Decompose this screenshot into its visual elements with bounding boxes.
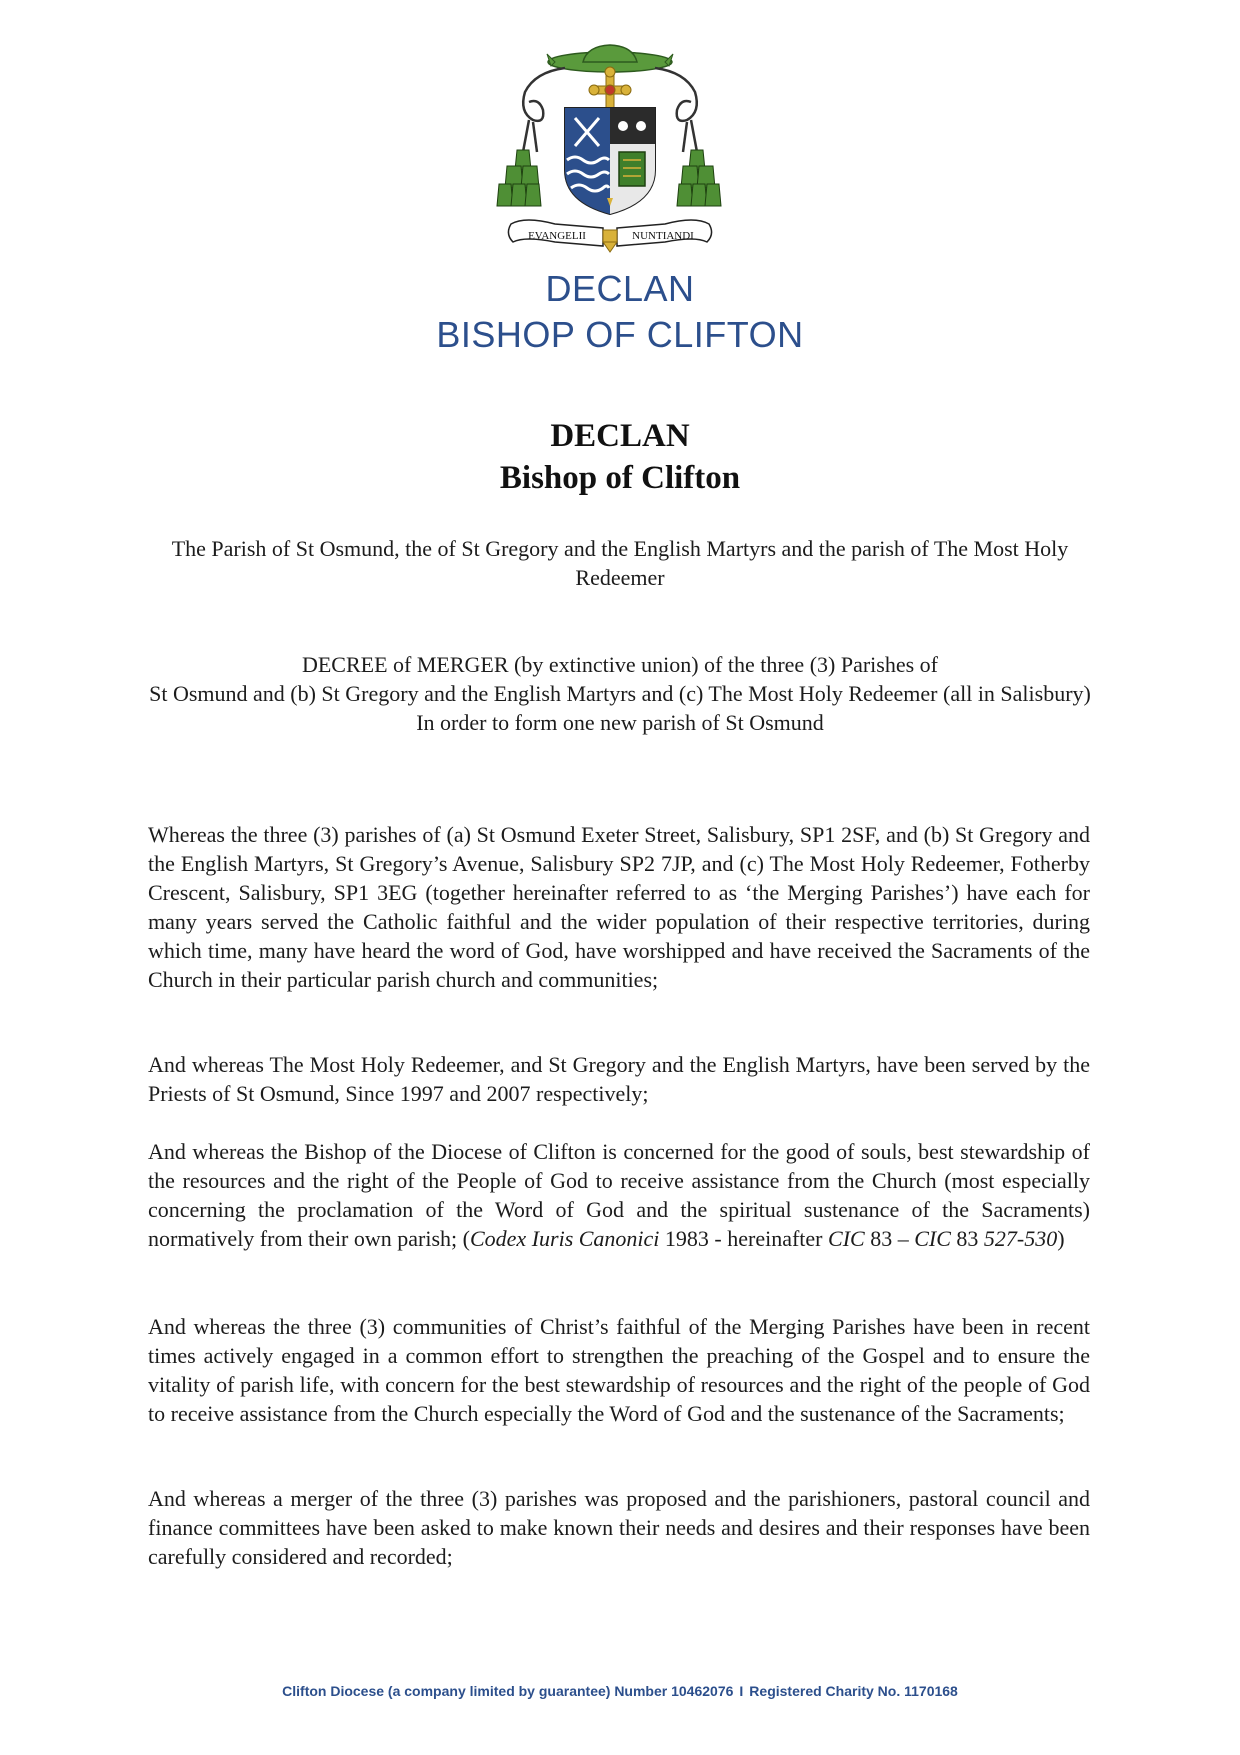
- motto-scroll: [508, 220, 711, 252]
- paragraph-whereas-parishes: Whereas the three (3) parishes of (a) St Osmund Exeter Street, Salisbury, SP1 2SF, and (b) St Gregory and the English Martyrs, St Gregory’s Avenue, Salisbury SP2 7JP, and (c) The Most Holy Redeemer, Fotherby Crescent, Salisbury, SP1 3EG (together hereinafter referred to as ‘the Merging Parishes’) have each for many years served the Catholic faithful and the wider population of their respective territories, during which time, many have heard the word of God, have worshipped and have received the Sacraments of the Church in their particular parish church and communities;: [148, 822, 1090, 992]
- decree-title-block: [140, 650, 1100, 737]
- footer-separator: I: [739, 1683, 744, 1699]
- p3-codex-italic: Codex Iuris Canonici: [469, 1226, 660, 1251]
- footer-registration: [0, 1683, 1240, 1699]
- p3-cic-italic-1: CIC: [828, 1226, 865, 1251]
- motto-left-text: EVANGELII: [528, 230, 586, 242]
- coat-of-arms-crest: [495, 42, 725, 254]
- paragraph-communities-effort: And whereas the three (3) communities of Christ’s faithful of the Merging Parishes have been in recent times actively engaged in a common effort to strengthen the preaching of the Gospel and to ensure the vitality of parish life, with concern for the best stewardship of resources and the right of the people of God to receive assistance from the Church especially the Word of God and the sustenance of the Sacraments;: [148, 1314, 1090, 1426]
- p3-cic-italic-2: CIC: [914, 1226, 951, 1251]
- footer-company: Clifton Diocese (a company limited by guarantee) Number 10462076: [282, 1683, 734, 1699]
- decree-line-2: St Osmund and (b) St Gregory and the English Martyrs and (c) The Most Holy Redeemer (all in Salisbury): [149, 681, 1091, 706]
- letterhead-name: DECLAN: [545, 268, 695, 309]
- decree-line-1: DECREE of MERGER (by extinctive union) of the three (3) Parishes of: [301, 652, 939, 677]
- motto-right-text: NUNTIANDI: [632, 230, 694, 242]
- p3-text-b: 1983 - hereinafter: [659, 1226, 829, 1251]
- footer-charity: Registered Charity No. 1170168: [749, 1683, 958, 1699]
- p3-ref-italic: 527-530: [983, 1226, 1058, 1251]
- document-heading-name: DECLAN: [550, 418, 690, 454]
- parishes-line: The Parish of St Osmund, the of St Gregory and the English Martyrs and the parish of The Most Holy Redeemer: [171, 536, 1069, 590]
- paragraph-merger-proposed: And whereas a merger of the three (3) parishes was proposed and the parishioners, pastoral council and finance committees have been asked to make known their needs and desires and their responses have been carefully considered and recorded;: [148, 1486, 1090, 1569]
- tassels-right-icon: [677, 150, 721, 206]
- paragraph-bishop-concern: [148, 1137, 1090, 1253]
- p3-text-a: And whereas the Bishop of the Diocese of Clifton is concerned for the good of souls, best stewardship of the resources and the right of the People of God to receive assistance from the Church (most especially concerning the proclamation of the Word of God and the spiritual sustenance of the Sacraments) normatively from their own parish; (: [148, 1139, 1090, 1251]
- tassels-left-icon: [497, 150, 541, 206]
- p3-text-d: 83: [950, 1226, 984, 1251]
- p3-text-e: ): [1057, 1226, 1065, 1251]
- shield-icon: [565, 108, 655, 214]
- decree-line-3: In order to form one new parish of St Osmund: [416, 710, 824, 735]
- paragraph-served-by-priests: And whereas The Most Holy Redeemer, and St Gregory and the English Martyrs, have been served by the Priests of St Osmund, Since 1997 and 2007 respectively;: [148, 1052, 1090, 1106]
- letterhead-title: BISHOP OF CLIFTON: [436, 314, 804, 355]
- p3-text-c: 83 –: [864, 1226, 915, 1251]
- document-heading-title: Bishop of Clifton: [499, 460, 741, 496]
- processional-cross-icon: [589, 67, 631, 114]
